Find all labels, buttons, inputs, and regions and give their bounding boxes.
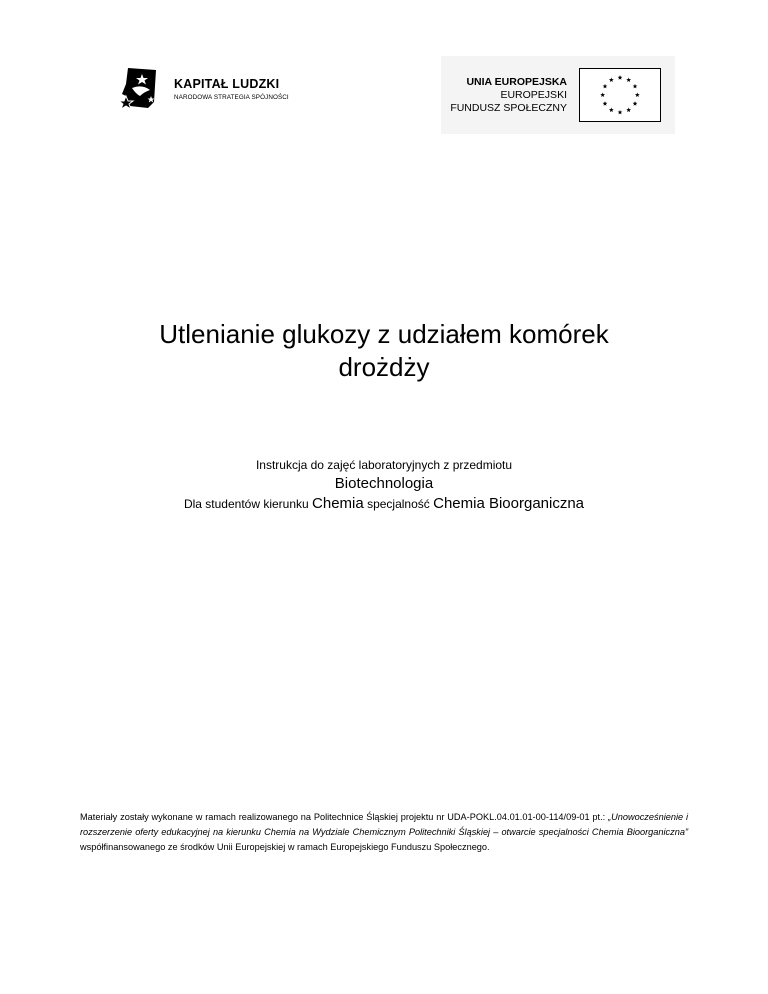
eu-line-2: EUROPEJSKI	[500, 89, 567, 101]
eu-star-icon	[626, 77, 631, 82]
students-line	[84, 493, 684, 515]
document-title-line-1: Utlenianie glukozy z udziałem komórek	[159, 319, 609, 349]
eu-line-1: UNIA EUROPEJSKA	[466, 76, 567, 88]
specialty-name: Chemia Bioorganiczna	[433, 495, 585, 512]
eu-star-icon	[635, 92, 640, 97]
kapital-ludzki-emblem-icon	[118, 66, 160, 110]
eu-star-icon	[626, 108, 631, 113]
eu-flag-icon	[579, 68, 661, 122]
eu-star-icon	[609, 108, 614, 113]
kapital-ludzki-subtitle: NARODOWA STRATEGIA SPÓJNOŚCI	[174, 94, 289, 101]
students-prefix: Dla studentów kierunku	[183, 497, 309, 511]
funding-note-project-title: „Unowocześnienie i rozszerzenie oferty edukacyjnej na kierunku Chemia na Wydziale Chemicznym Politechniki Śląskiej – otwarcie specjalności Chemia Bioorganiczna”	[80, 812, 688, 837]
funding-note	[80, 810, 688, 855]
funding-note-part-2: współfinansowanego ze środków Unii Europejskiej w ramach Europejskiego Funduszu Społecznego.	[80, 842, 490, 852]
eu-star-icon	[618, 110, 623, 115]
eu-star-icon	[633, 101, 638, 106]
eu-star-icon	[603, 101, 608, 106]
course-name: Biotechnologia	[334, 475, 434, 492]
eu-star-icon	[603, 84, 608, 89]
instruction-text: Instrukcja do zajęć laboratoryjnych z przedmiotu	[255, 458, 513, 472]
field-name: Chemia	[312, 495, 364, 512]
document-title	[84, 318, 684, 384]
subtitle-block	[84, 455, 684, 515]
eu-logo	[441, 56, 675, 134]
funding-note-part-1: Materiały zostały wykonane w ramach realizowanego na Politechnice Śląskiej projektu nr UDA-POKL.04.01.01-00-114/09-01 pt.:	[80, 812, 609, 822]
eu-star-icon	[609, 77, 614, 82]
eu-line-3: FUNDUSZ SPOŁECZNY	[450, 102, 567, 114]
eu-logo-text	[450, 76, 567, 115]
kapital-ludzki-title: KAPITAŁ LUDZKI	[174, 77, 280, 91]
document-title-line-2: drożdży	[338, 352, 430, 382]
eu-star-icon	[633, 84, 638, 89]
eu-star-icon	[618, 75, 623, 80]
eu-star-icon	[600, 92, 605, 97]
kapital-ludzki-logo	[118, 66, 318, 112]
specialty-label: specjalność	[367, 497, 430, 511]
